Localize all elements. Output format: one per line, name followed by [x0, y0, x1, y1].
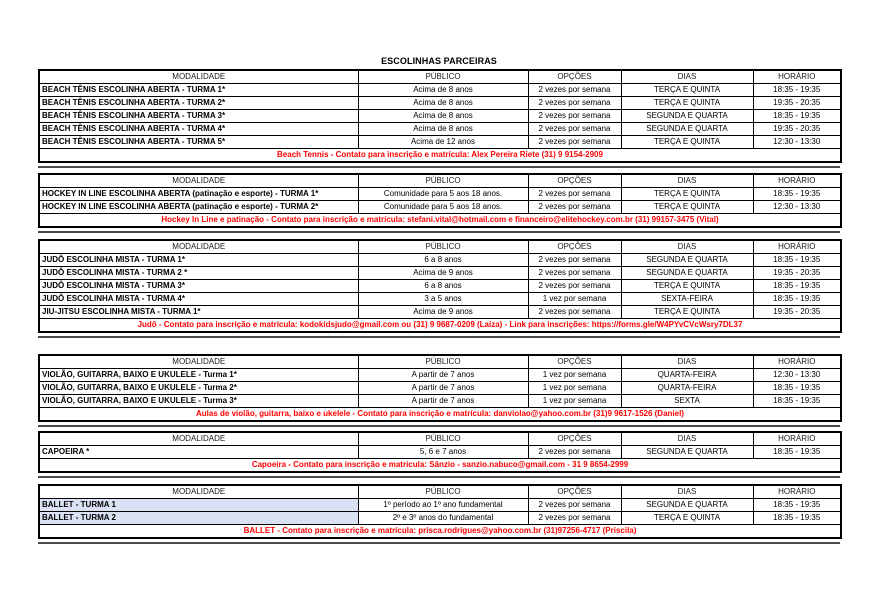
opcoes-cell: 2 vezes por semana	[528, 512, 621, 525]
horario-cell: 19:35 - 20:35	[753, 267, 841, 280]
table-row	[39, 280, 841, 293]
publico-cell: Acima de 9 anos	[358, 306, 528, 319]
table-row	[39, 136, 841, 149]
column-header: DIAS	[621, 432, 753, 446]
horario-cell: 12:30 - 13:30	[753, 369, 841, 382]
column-header: MODALIDADE	[39, 432, 358, 446]
opcoes-cell: 2 vezes por semana	[528, 280, 621, 293]
table-row	[39, 382, 841, 395]
opcoes-cell: 2 vezes por semana	[528, 267, 621, 280]
column-header: DIAS	[621, 174, 753, 188]
modality-cell: VIOLÃO, GUITARRA, BAIXO E UKULELE - Turma 1*	[39, 369, 358, 382]
column-header: OPÇÕES	[528, 240, 621, 254]
schedule-table-beach-tennis	[38, 69, 842, 163]
publico-cell: 2º e 3º anos do fundamental	[358, 512, 528, 525]
section-violao	[38, 354, 870, 427]
publico-cell: A partir de 7 anos	[358, 369, 528, 382]
table-row	[39, 110, 841, 123]
horario-cell: 18:35 - 19:35	[753, 293, 841, 306]
horario-cell: 19:35 - 20:35	[753, 123, 841, 136]
contact-footer: BALLET - Contato para inscrição e matrícula: prisca.rodrigues@yahoo.com.br (31)97256-4717 (Priscila)	[39, 525, 841, 539]
horario-cell: 18:35 - 19:35	[753, 280, 841, 293]
publico-cell: 3 a 5 anos	[358, 293, 528, 306]
table-row	[39, 499, 841, 512]
column-header: HORÁRIO	[753, 485, 841, 499]
section-divider	[38, 166, 840, 168]
modality-cell: JUDÔ ESCOLINHA MISTA - TURMA 2 *	[39, 267, 358, 280]
publico-cell: Acima de 9 anos	[358, 267, 528, 280]
opcoes-cell: 2 vezes por semana	[528, 97, 621, 110]
table-row	[39, 97, 841, 110]
dias-cell: SEGUNDA E QUARTA	[621, 499, 753, 512]
modality-cell: HOCKEY IN LINE ESCOLINHA ABERTA (patinação e esporte) - TURMA 2*	[39, 201, 358, 214]
opcoes-cell: 1 vez por semana	[528, 369, 621, 382]
column-header: HORÁRIO	[753, 70, 841, 84]
contact-footer-row	[39, 149, 841, 163]
publico-cell: Acima de 8 anos	[358, 97, 528, 110]
contact-footer-row	[39, 408, 841, 422]
modality-cell: BEACH TÊNIS ESCOLINHA ABERTA - TURMA 4*	[39, 123, 358, 136]
publico-cell: 6 a 8 anos	[358, 280, 528, 293]
section-capoeira	[38, 431, 870, 478]
contact-footer: Beach Tennis - Contato para inscrição e matrícula: Alex Pereira Riete (31) 9 9154-2909	[39, 149, 841, 163]
horario-cell: 18:35 - 19:35	[753, 499, 841, 512]
dias-cell: SEXTA-FEIRA	[621, 293, 753, 306]
opcoes-cell: 2 vezes por semana	[528, 123, 621, 136]
horario-cell: 18:35 - 19:35	[753, 446, 841, 459]
dias-cell: QUARTA-FEIRA	[621, 369, 753, 382]
table-row	[39, 395, 841, 408]
dias-cell: SEGUNDA E QUARTA	[621, 254, 753, 267]
table-row	[39, 369, 841, 382]
horario-cell: 19:35 - 20:35	[753, 306, 841, 319]
section-divider	[38, 425, 840, 427]
modality-cell: JIU-JITSU ESCOLINHA MISTA - TURMA 1*	[39, 306, 358, 319]
table-row	[39, 84, 841, 97]
horario-cell: 12:30 - 13:30	[753, 201, 841, 214]
publico-cell: 1º período ao 1º ano fundamental	[358, 499, 528, 512]
modality-cell: BEACH TÊNIS ESCOLINHA ABERTA - TURMA 1*	[39, 84, 358, 97]
column-header: OPÇÕES	[528, 432, 621, 446]
horario-cell: 19:35 - 20:35	[753, 97, 841, 110]
modality-cell: JUDÔ ESCOLINHA MISTA - TURMA 3*	[39, 280, 358, 293]
section-divider	[38, 336, 840, 338]
publico-cell: Acima de 8 anos	[358, 110, 528, 123]
section-divider	[38, 231, 840, 233]
contact-footer: Hockey In Line e patinação - Contato para inscrição e matrícula: stefani.vital@hotmail.com e financeiro@elitehockey.com.br (31) 99157-3475 (Vital)	[39, 214, 841, 228]
column-header: MODALIDADE	[39, 485, 358, 499]
dias-cell: SEGUNDA E QUARTA	[621, 123, 753, 136]
modality-cell: JUDÔ ESCOLINHA MISTA - TURMA 4*	[39, 293, 358, 306]
column-header: DIAS	[621, 240, 753, 254]
column-header: HORÁRIO	[753, 174, 841, 188]
publico-cell: Comunidade para 5 aos 18 anos.	[358, 201, 528, 214]
horario-cell: 18:35 - 19:35	[753, 395, 841, 408]
column-header: PÚBLICO	[358, 70, 528, 84]
section-judo	[38, 239, 870, 338]
section-divider	[38, 542, 840, 544]
schedule-table-hockey-in-line	[38, 173, 842, 228]
dias-cell: SEGUNDA E QUARTA	[621, 446, 753, 459]
column-header: PÚBLICO	[358, 355, 528, 369]
opcoes-cell: 1 vez por semana	[528, 293, 621, 306]
section-hockey-in-line	[38, 173, 870, 233]
header-row	[39, 174, 841, 188]
publico-cell: Comunidade para 5 aos 18 anos.	[358, 188, 528, 201]
column-header: DIAS	[621, 485, 753, 499]
modality-cell: BEACH TÊNIS ESCOLINHA ABERTA - TURMA 5*	[39, 136, 358, 149]
header-row	[39, 432, 841, 446]
opcoes-cell: 2 vezes por semana	[528, 306, 621, 319]
column-header: HORÁRIO	[753, 240, 841, 254]
modality-cell: HOCKEY IN LINE ESCOLINHA ABERTA (patinação e esporte) - TURMA 1*	[39, 188, 358, 201]
horario-cell: 18:35 - 19:35	[753, 382, 841, 395]
opcoes-cell: 2 vezes por semana	[528, 136, 621, 149]
dias-cell: SEGUNDA E QUARTA	[621, 110, 753, 123]
contact-footer-row	[39, 459, 841, 473]
column-header: PÚBLICO	[358, 432, 528, 446]
contact-footer-row	[39, 525, 841, 539]
column-header: PÚBLICO	[358, 174, 528, 188]
column-header: MODALIDADE	[39, 70, 358, 84]
modality-cell: VIOLÃO, GUITARRA, BAIXO E UKULELE - Turma 3*	[39, 395, 358, 408]
contact-footer-row	[39, 214, 841, 228]
schedule-table-capoeira	[38, 431, 842, 473]
publico-cell: Acima de 8 anos	[358, 84, 528, 97]
dias-cell: QUARTA-FEIRA	[621, 382, 753, 395]
column-header: DIAS	[621, 70, 753, 84]
horario-cell: 18:35 - 19:35	[753, 84, 841, 97]
modality-cell: BEACH TÊNIS ESCOLINHA ABERTA - TURMA 2*	[39, 97, 358, 110]
column-header: HORÁRIO	[753, 355, 841, 369]
publico-cell: Acima de 12 anos	[358, 136, 528, 149]
column-header: DIAS	[621, 355, 753, 369]
contact-footer-row	[39, 319, 841, 333]
table-row	[39, 201, 841, 214]
dias-cell: TERÇA E QUINTA	[621, 512, 753, 525]
table-row	[39, 293, 841, 306]
dias-cell: TERÇA E QUINTA	[621, 84, 753, 97]
table-row	[39, 188, 841, 201]
section-divider	[38, 476, 840, 478]
opcoes-cell: 2 vezes por semana	[528, 201, 621, 214]
header-row	[39, 70, 841, 84]
opcoes-cell: 2 vezes por semana	[528, 110, 621, 123]
page-title: ESCOLINHAS PARCEIRAS	[381, 56, 497, 66]
opcoes-cell: 1 vez por semana	[528, 382, 621, 395]
column-header: OPÇÕES	[528, 485, 621, 499]
section-beach-tennis	[38, 69, 870, 168]
modality-cell: CAPOEIRA *	[39, 446, 358, 459]
modality-cell: BEACH TÊNIS ESCOLINHA ABERTA - TURMA 3*	[39, 110, 358, 123]
contact-footer: Aulas de violão, guitarra, baixo e ukelele - Contato para inscrição e matrícula: danviolao@yahoo.com.br (31)9 9617-1526 (Daniel)	[39, 408, 841, 422]
table-row	[39, 254, 841, 267]
column-header: MODALIDADE	[39, 240, 358, 254]
modality-cell: BALLET - TURMA 2	[39, 512, 358, 525]
column-header: MODALIDADE	[39, 355, 358, 369]
opcoes-cell: 2 vezes por semana	[528, 188, 621, 201]
table-row	[39, 446, 841, 459]
dias-cell: TERÇA E QUINTA	[621, 306, 753, 319]
opcoes-cell: 2 vezes por semana	[528, 254, 621, 267]
schedule-table-violao	[38, 354, 842, 422]
horario-cell: 18:35 - 19:35	[753, 512, 841, 525]
header-row	[39, 240, 841, 254]
table-row	[39, 267, 841, 280]
contact-footer: Judô - Contato para inscrição e matrícula: kodokidsjudo@gmail.com ou (31) 9 9687-0209 (Laiza) - Link para inscrições: https://forms.gle/W4PYvCVcWsry7DL37	[39, 319, 841, 333]
table-row	[39, 512, 841, 525]
dias-cell: TERÇA E QUINTA	[621, 136, 753, 149]
publico-cell: Acima de 8 anos	[358, 123, 528, 136]
publico-cell: 6 a 8 anos	[358, 254, 528, 267]
dias-cell: TERÇA E QUINTA	[621, 201, 753, 214]
column-header: PÚBLICO	[358, 240, 528, 254]
horario-cell: 18:35 - 19:35	[753, 254, 841, 267]
schedule-table-judo	[38, 239, 842, 333]
dias-cell: TERÇA E QUINTA	[621, 97, 753, 110]
publico-cell: 5, 6 e 7 anos	[358, 446, 528, 459]
horario-cell: 12:30 - 13:30	[753, 136, 841, 149]
modality-cell: BALLET - TURMA 1	[39, 499, 358, 512]
sections-container	[38, 69, 870, 544]
dias-cell: SEXTA	[621, 395, 753, 408]
publico-cell: A partir de 7 anos	[358, 382, 528, 395]
horario-cell: 18:35 - 19:35	[753, 110, 841, 123]
column-header: OPÇÕES	[528, 70, 621, 84]
table-row	[39, 123, 841, 136]
opcoes-cell: 2 vezes por semana	[528, 499, 621, 512]
dias-cell: SEGUNDA E QUARTA	[621, 267, 753, 280]
column-header: HORÁRIO	[753, 432, 841, 446]
dias-cell: TERÇA E QUINTA	[621, 188, 753, 201]
header-row	[39, 485, 841, 499]
section-ballet	[38, 484, 870, 544]
horario-cell: 18:35 - 19:35	[753, 188, 841, 201]
dias-cell: TERÇA E QUINTA	[621, 280, 753, 293]
column-header: OPÇÕES	[528, 174, 621, 188]
modality-cell: VIOLÃO, GUITARRA, BAIXO E UKULELE - Turma 2*	[39, 382, 358, 395]
opcoes-cell: 1 vez por semana	[528, 395, 621, 408]
opcoes-cell: 2 vezes por semana	[528, 84, 621, 97]
column-header: OPÇÕES	[528, 355, 621, 369]
publico-cell: A partir de 7 anos	[358, 395, 528, 408]
table-row	[39, 306, 841, 319]
modality-cell: JUDÔ ESCOLINHA MISTA - TURMA 1*	[39, 254, 358, 267]
opcoes-cell: 2 vezes por semana	[528, 446, 621, 459]
header-row	[39, 355, 841, 369]
column-header: PÚBLICO	[358, 485, 528, 499]
contact-footer: Capoeira - Contato para inscrição e matrícula: Sânzio - sanzio.nabuco@gmail.com - 31 9 8654-2999	[39, 459, 841, 473]
schedule-table-ballet	[38, 484, 842, 539]
column-header: MODALIDADE	[39, 174, 358, 188]
